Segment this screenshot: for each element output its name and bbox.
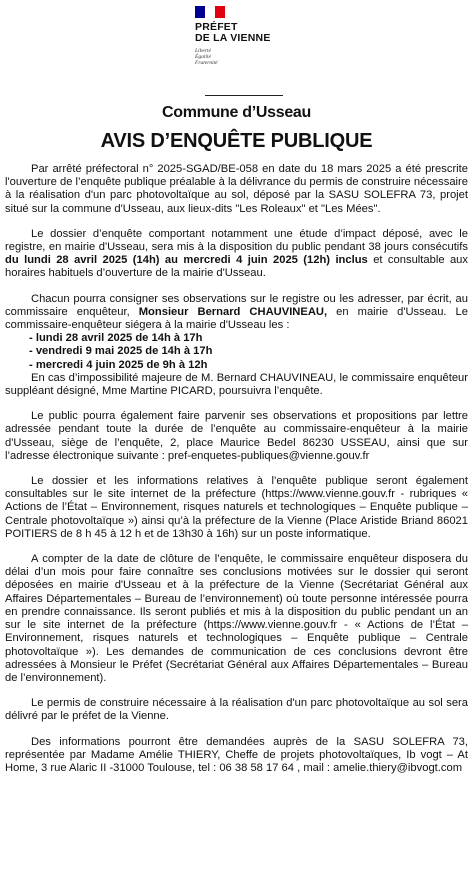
paragraph-courrier: Le public pourra également faire parvenir ses observations et propositions par lettre adressée pendant toute la durée de l’enquête au commissaire-enquêteur à la mairie d'Usseau, siège de l’enquête, 2, place Maurice Bedel 86230 USSEAU, ainsi que sur l’adresse électronique suivante : pref-enquetes-publiques@vienne.gouv.fr — [5, 410, 468, 462]
motto-egalite: Égalité — [195, 54, 211, 60]
dossier-text-a: Le dossier d’enquête comportant notamment une étude d’impact déposé, avec le registre, en mairie d'Usseau, sera mis à la disposition du public pendant 38 jours consécutifs — [5, 227, 468, 254]
motto-liberte: Liberté — [195, 48, 211, 54]
marianne-icon — [201, 6, 219, 18]
prefecture-name-line1: PRÉFET — [195, 21, 238, 33]
paragraph-observations — [5, 293, 468, 333]
permanence-date-3: - mercredi 4 juin 2025 de 9h à 12h — [29, 358, 208, 371]
commissaire-name: Monsieur Bernard CHAUVINEAU, — [138, 305, 328, 318]
paragraph-dossier — [5, 228, 468, 281]
motto-fraternite: Fraternité — [195, 60, 218, 66]
paragraph-contact: Des informations pourront être demandées auprès de la SASU SOLEFRA 73, représentée par Madame Amélie THIERY, Cheffe de projets photovoltaïques, Ib vogt – At Home, 3 rue Alaric II -31000 Toulouse, tel : 06 38 58 17 64 , mail : amelie.thiery@ibvogt.com — [5, 735, 468, 774]
prefecture-name-line2: DE LA VIENNE — [195, 32, 271, 44]
paragraph-site-internet: Le dossier et les informations relatives à l’enquête publique seront également consultables sur le site internet de la préfecture (https://www.vienne.gouv.fr - rubriques « Actions de l’État – Environnement, risques naturels et technologiques – Enquête publique – Centrale photovoltaïque ») ainsi qu’à la préfecture de la Vienne (Place Aristide Briand 86021 POITIERS de 8 h 45 à 12 h et de 13h30 à 16h) sur un poste informatique. — [5, 475, 468, 540]
paragraph-permis: Le permis de construire nécessaire à la réalisation d'un parc photovoltaïque au sol sera délivré par le préfet de la Vienne. — [5, 697, 468, 723]
permanence-date-1: - lundi 28 avril 2025 de 14h à 17h — [29, 332, 203, 345]
commune-title: Commune d’Usseau — [161, 104, 311, 121]
observations-text-a: Chacun pourra consigner ses observations sur le registre ou les adresser, par écrit, au commissaire enquêteur, — [5, 292, 468, 318]
header-divider — [205, 95, 283, 96]
notice-title: AVIS D’ENQUÊTE PUBLIQUE — [100, 130, 373, 152]
observations-text-c: en mairie d'Usseau. Le commissaire-enquêteur siégera à la mairie d'Usseau les : — [5, 305, 468, 332]
permanence-date-2: - vendredi 9 mai 2025 de 14h à 17h — [29, 345, 213, 358]
prefecture-header — [5, 0, 468, 90]
permanence-dates — [29, 332, 468, 372]
dossier-text-c: et consultable aux horaires habituels d’ouverture de la mairie d'Usseau. — [5, 254, 468, 280]
dossier-dates: du lundi 28 avril 2025 (14h) au mercredi 4 juin 2025 (12h) inclus — [5, 254, 368, 267]
paragraph-arrete: Par arrêté préfectoral n° 2025-SGAD/BE-058 en date du 18 mars 2025 a été prescrite l'ouverture de l’enquête publique préalable à la délivrance du permis de construire nécessaire à la réalisation d'un parc photovoltaïque au sol, déposé par la SASU SOLEFRA 73, projet situé sur la commune d'Usseau, aux lieux-dits "Les Roleaux" et "Les Mées". — [5, 163, 468, 215]
paragraph-suppleant: En cas d’impossibilité majeure de M. Bernard CHAUVINEAU, le commissaire enquêteur suppléant désigné, Mme Martine PICARD, poursuivra l’enquête. — [5, 371, 468, 398]
paragraph-conclusions: A compter de la date de clôture de l’enquête, le commissaire enquêteur disposera du délai d’un mois pour faire connaître ses conclusions motivées sur le dossier qui seront déposées en mairie d'Usseau et à la préfecture de la Vienne (Secrétariat Général aux Affaires Départementales – Bureau de l’environnement) où toute personne intéressée pourra en prendre connaissance. Ils seront publiés et mis à la disposition du public pendant un an sur le site internet de la préfecture (https://www.vienne.gouv.fr - « Actions de l’État – Environnement, risques naturels et technologiques – Enquête publique – Centrale photovoltaïque »). Les demandes de communication de ces conclusions devront être adressées à Monsieur le Préfet (Secrétariat Général aux Affaires Départementales – Bureau de l’environnement). — [5, 553, 468, 684]
notice-body — [5, 163, 468, 775]
